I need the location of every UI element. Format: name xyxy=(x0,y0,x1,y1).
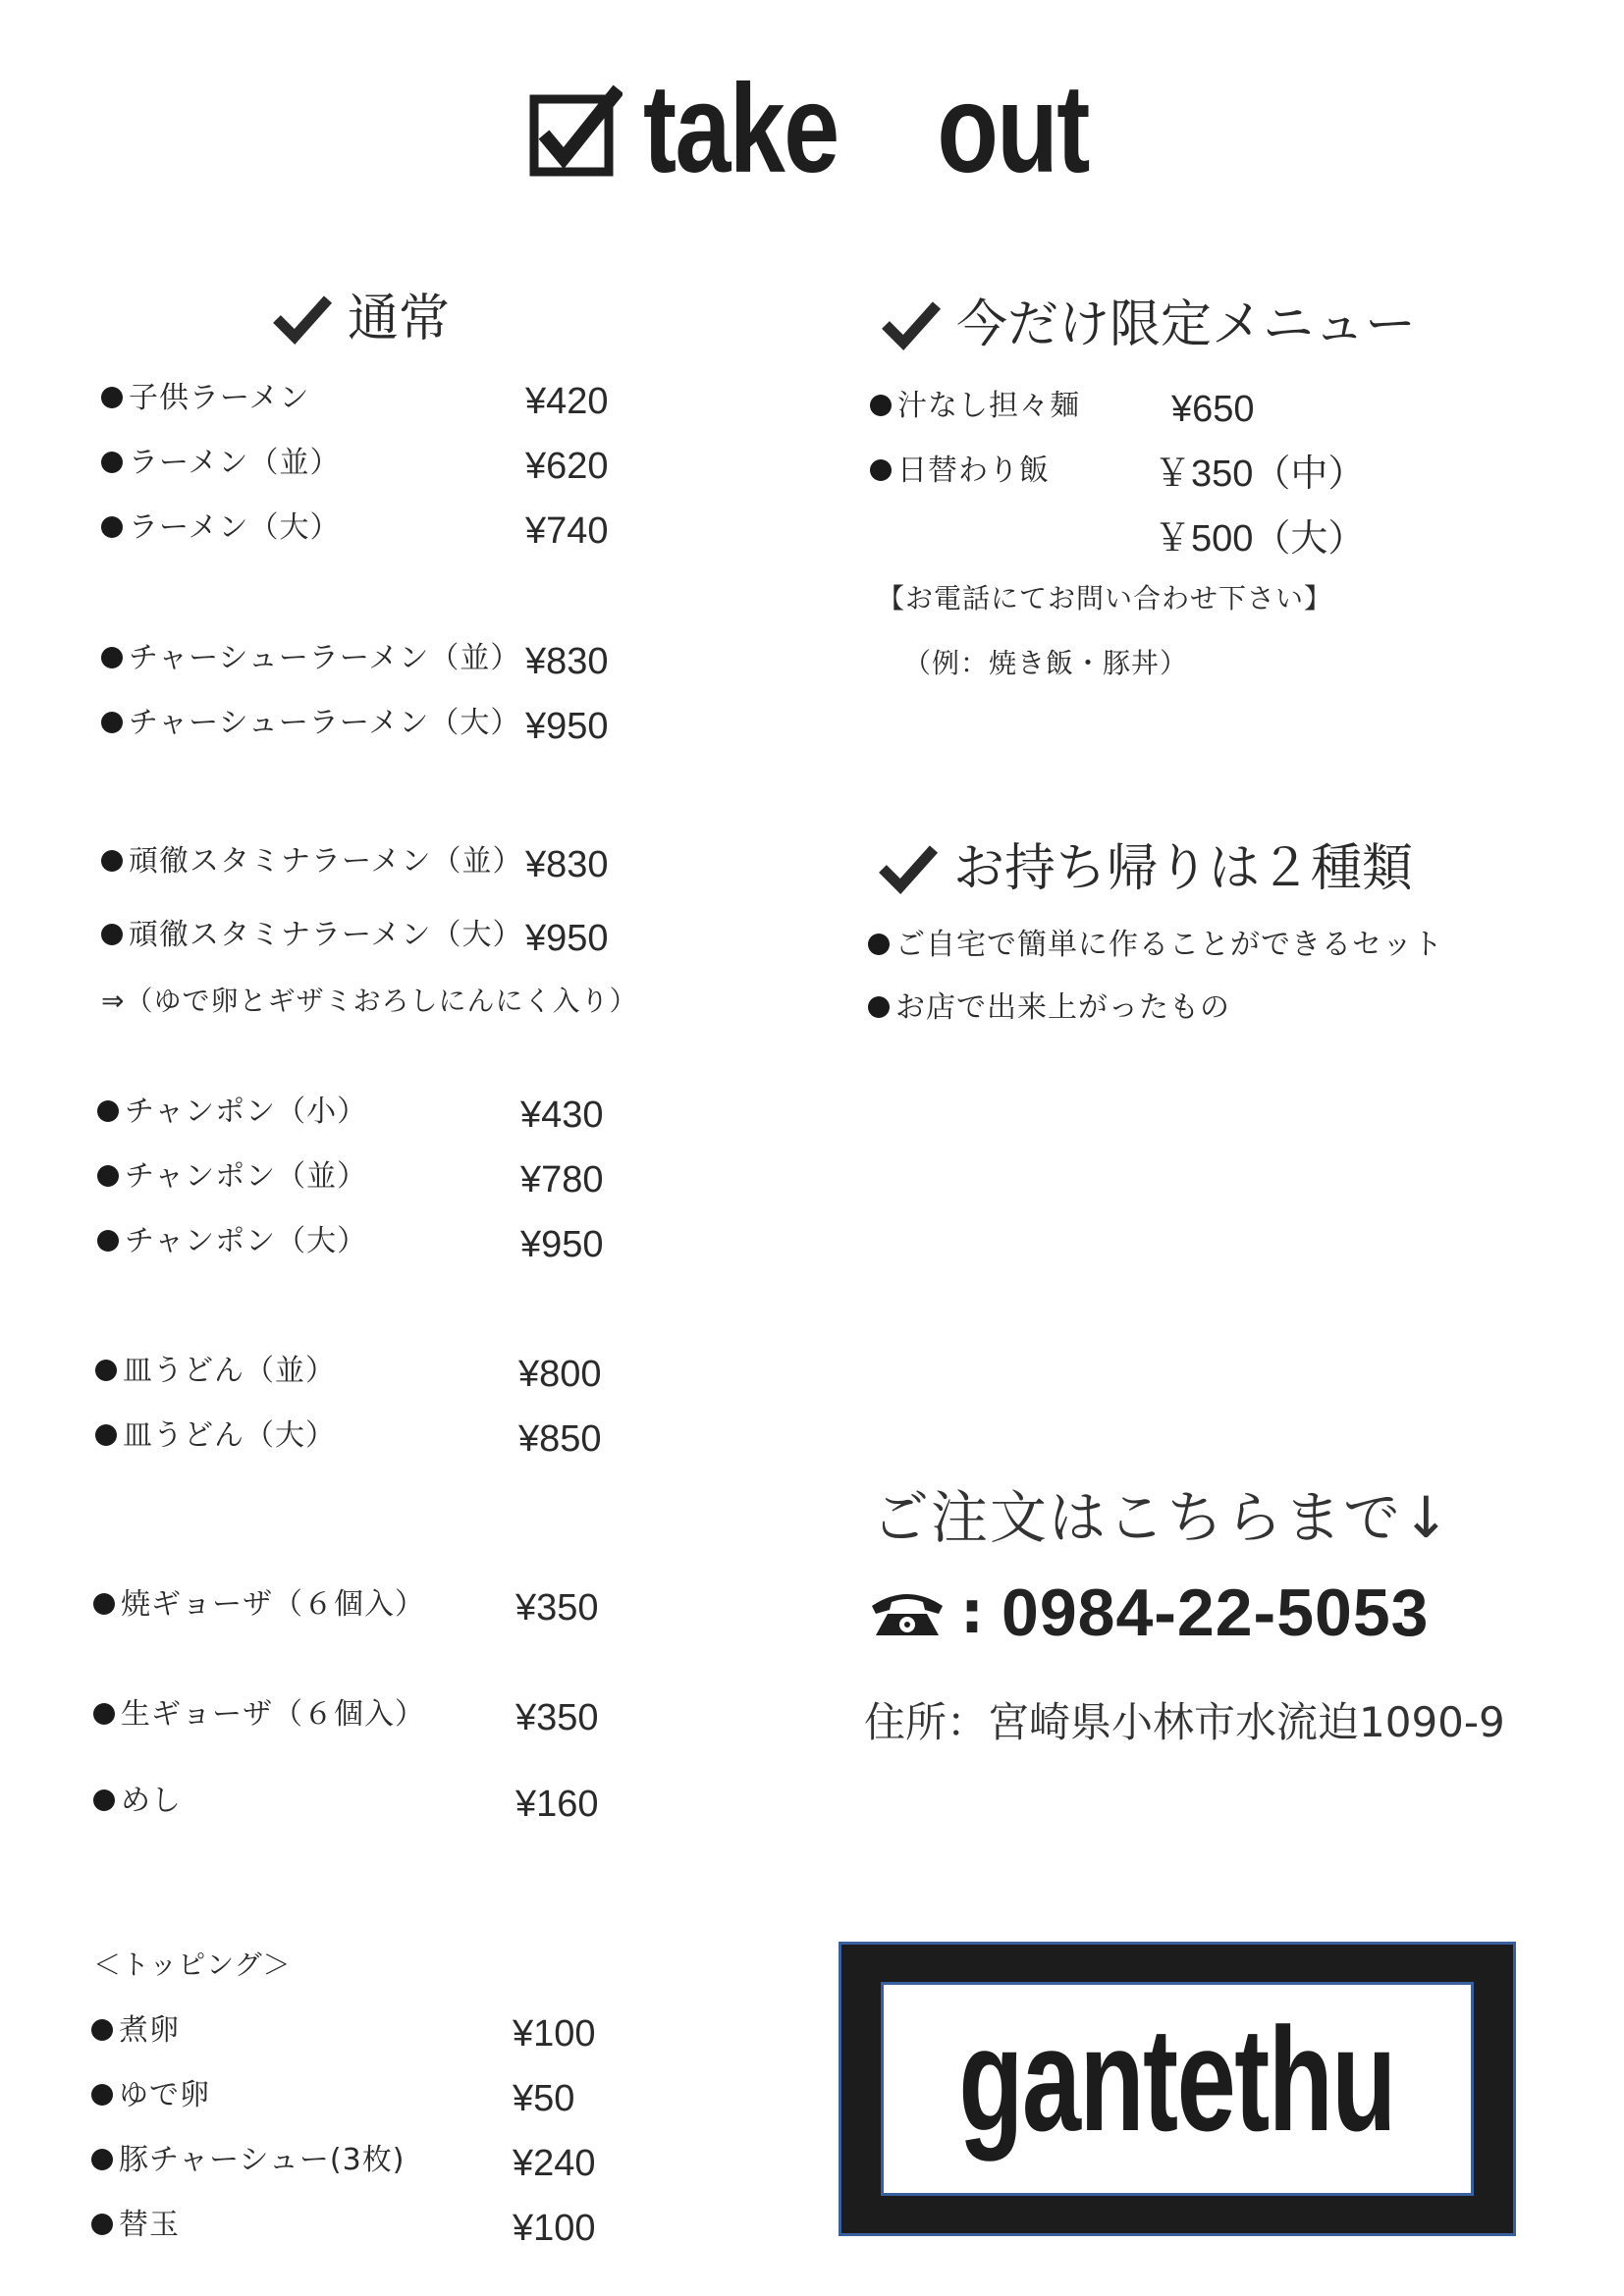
menu-item-price: ¥420 xyxy=(525,381,609,422)
menu-item-name: チャーシューラーメン（大） xyxy=(129,706,521,740)
bullet-icon xyxy=(870,395,892,416)
menu-item xyxy=(101,701,520,746)
check-icon xyxy=(882,299,941,350)
telephone-icon xyxy=(868,1588,947,1637)
topping-item-name: ゆで卵 xyxy=(119,2078,210,2112)
menu-item xyxy=(95,1414,336,1459)
menu-item-name: めし xyxy=(121,1784,182,1818)
bullet-icon xyxy=(101,712,123,733)
menu-item-name: 皿うどん（大） xyxy=(123,1418,336,1453)
phone-number: 0984-22-5053 xyxy=(1001,1575,1430,1650)
stamina-note: ⇒（ゆで卵とギザミおろしにんにく入り） xyxy=(101,985,638,1017)
bullet-icon xyxy=(93,1703,115,1725)
takeout-type-item xyxy=(868,923,1443,968)
menu-item xyxy=(93,1779,182,1824)
menu-item xyxy=(93,1692,425,1737)
bullet-icon xyxy=(97,1230,119,1252)
phone-colon: : xyxy=(960,1578,984,1647)
menu-item-price: ¥950 xyxy=(520,1224,604,1265)
limited-item-name: 日替わり飯 xyxy=(897,454,1050,488)
limited-item xyxy=(870,449,1050,494)
shop-logo-inner xyxy=(881,1982,1474,2196)
topping-item-name: 豚チャーシュー(3枚) xyxy=(119,2143,406,2177)
menu-item-price: ¥350 xyxy=(515,1587,599,1629)
menu-item-name: 頑徹スタミナラーメン（並） xyxy=(129,844,523,879)
menu-item-price: ¥620 xyxy=(525,446,609,487)
bullet-icon xyxy=(91,2084,113,2106)
limited-item-price: ¥650 xyxy=(1171,389,1255,430)
bullet-icon xyxy=(101,850,123,872)
limited-menu-heading xyxy=(882,291,1416,359)
bullet-icon xyxy=(101,647,123,668)
topping-item-price: ¥240 xyxy=(513,2143,596,2184)
menu-item-price: ¥800 xyxy=(518,1354,602,1395)
check-icon xyxy=(273,294,332,345)
regular-menu-heading-label: 通常 xyxy=(348,290,451,348)
page-title: take out xyxy=(643,59,1089,199)
menu-item xyxy=(97,1219,367,1264)
menu-item-price: ¥160 xyxy=(515,1784,599,1825)
menu-item-price: ¥950 xyxy=(525,706,609,747)
menu-item-price: ¥430 xyxy=(520,1095,604,1136)
menu-item-price: ¥850 xyxy=(518,1418,602,1460)
bullet-icon xyxy=(93,1593,115,1615)
bullet-icon xyxy=(91,2214,113,2235)
menu-item-price: ¥950 xyxy=(525,918,609,959)
menu-item-name: 生ギョーザ（６個入） xyxy=(121,1697,425,1732)
topping-item-name: 替玉 xyxy=(119,2208,180,2242)
bullet-icon xyxy=(101,924,123,945)
address: 住所：宮崎県小林市水流迫1090-9 xyxy=(864,1698,1505,1746)
menu-item xyxy=(95,1349,336,1394)
menu-item-name: 子供ラーメン xyxy=(129,381,310,415)
menu-item-name: チャンポン（並） xyxy=(125,1159,368,1194)
topping-item xyxy=(91,2203,180,2248)
bullet-icon xyxy=(101,387,123,408)
bullet-icon xyxy=(91,2149,113,2170)
bullet-icon xyxy=(870,459,892,481)
menu-item-price: ¥830 xyxy=(525,641,609,682)
menu-item xyxy=(101,913,523,958)
menu-item-price: ¥350 xyxy=(515,1697,599,1738)
bullet-icon xyxy=(868,996,890,1018)
menu-item-price: ¥830 xyxy=(525,844,609,885)
phone-row xyxy=(868,1571,1429,1655)
menu-item xyxy=(101,636,520,681)
takeout-type-label: お店で出来上がったもの xyxy=(895,990,1230,1025)
bullet-icon xyxy=(97,1165,119,1187)
menu-item-name: チャーシューラーメン（並） xyxy=(129,641,521,675)
topping-item-price: ¥100 xyxy=(513,2208,596,2249)
takeout-types-heading xyxy=(879,834,1413,903)
takeout-types-heading-label: お持ち帰りは２種類 xyxy=(953,839,1414,898)
topping-item xyxy=(91,2008,180,2054)
bullet-icon xyxy=(91,2019,113,2041)
takeout-type-label: ご自宅で簡単に作ることができるセット xyxy=(895,928,1443,962)
menu-item-name: チャンポン（大） xyxy=(125,1224,368,1258)
bullet-icon xyxy=(93,1789,115,1811)
regular-menu-heading xyxy=(273,285,450,353)
menu-item-name: ラーメン（並） xyxy=(129,446,341,480)
topping-item-price: ¥50 xyxy=(513,2078,575,2119)
limited-item xyxy=(870,384,1080,429)
menu-item xyxy=(97,1090,367,1135)
menu-item-price: ¥740 xyxy=(525,510,609,552)
shop-logo-text: gantethu xyxy=(958,1997,1396,2162)
menu-item-name: 頑徹スタミナラーメン（大） xyxy=(129,918,523,952)
menu-item-name: ラーメン（大） xyxy=(129,510,341,545)
topping-item-price: ¥100 xyxy=(513,2013,596,2055)
menu-item xyxy=(101,506,341,551)
limited-item-price-large: ￥500（大） xyxy=(1154,518,1366,560)
limited-item-price: ￥350（中） xyxy=(1154,454,1366,495)
bullet-icon xyxy=(868,934,890,955)
takeout-type-item xyxy=(868,986,1230,1031)
topping-item xyxy=(91,2073,210,2118)
limited-item-name: 汁なし担々麺 xyxy=(897,389,1080,423)
limited-menu-heading-label: 今だけ限定メニュー xyxy=(956,295,1417,354)
menu-item xyxy=(93,1582,425,1628)
checkbox-icon xyxy=(528,83,623,178)
topping-item xyxy=(91,2138,405,2183)
bullet-icon xyxy=(97,1100,119,1122)
menu-item xyxy=(97,1154,367,1200)
check-icon xyxy=(879,843,938,894)
limited-note: 【お電話にてお問い合わせ下さい】 xyxy=(877,582,1333,614)
topping-item-name: 煮卵 xyxy=(119,2013,180,2048)
bullet-icon xyxy=(101,516,123,538)
bullet-icon xyxy=(101,452,123,473)
menu-item xyxy=(101,376,310,421)
menu-item-name: 皿うどん（並） xyxy=(123,1354,336,1388)
bullet-icon xyxy=(95,1360,117,1381)
menu-item-name: 焼ギョーザ（６個入） xyxy=(121,1587,425,1622)
shop-logo xyxy=(839,1942,1516,2236)
menu-item-name: チャンポン（小） xyxy=(125,1095,368,1129)
menu-item xyxy=(101,839,523,884)
menu-item xyxy=(101,441,341,486)
toppings-heading: ＜トッピング＞ xyxy=(93,1949,292,1981)
menu-item-price: ¥780 xyxy=(520,1159,604,1201)
order-heading: ご注文はこちらまで↓ xyxy=(872,1484,1452,1551)
bullet-icon xyxy=(95,1424,117,1446)
limited-example: （例：焼き飯・豚丼） xyxy=(903,647,1189,679)
